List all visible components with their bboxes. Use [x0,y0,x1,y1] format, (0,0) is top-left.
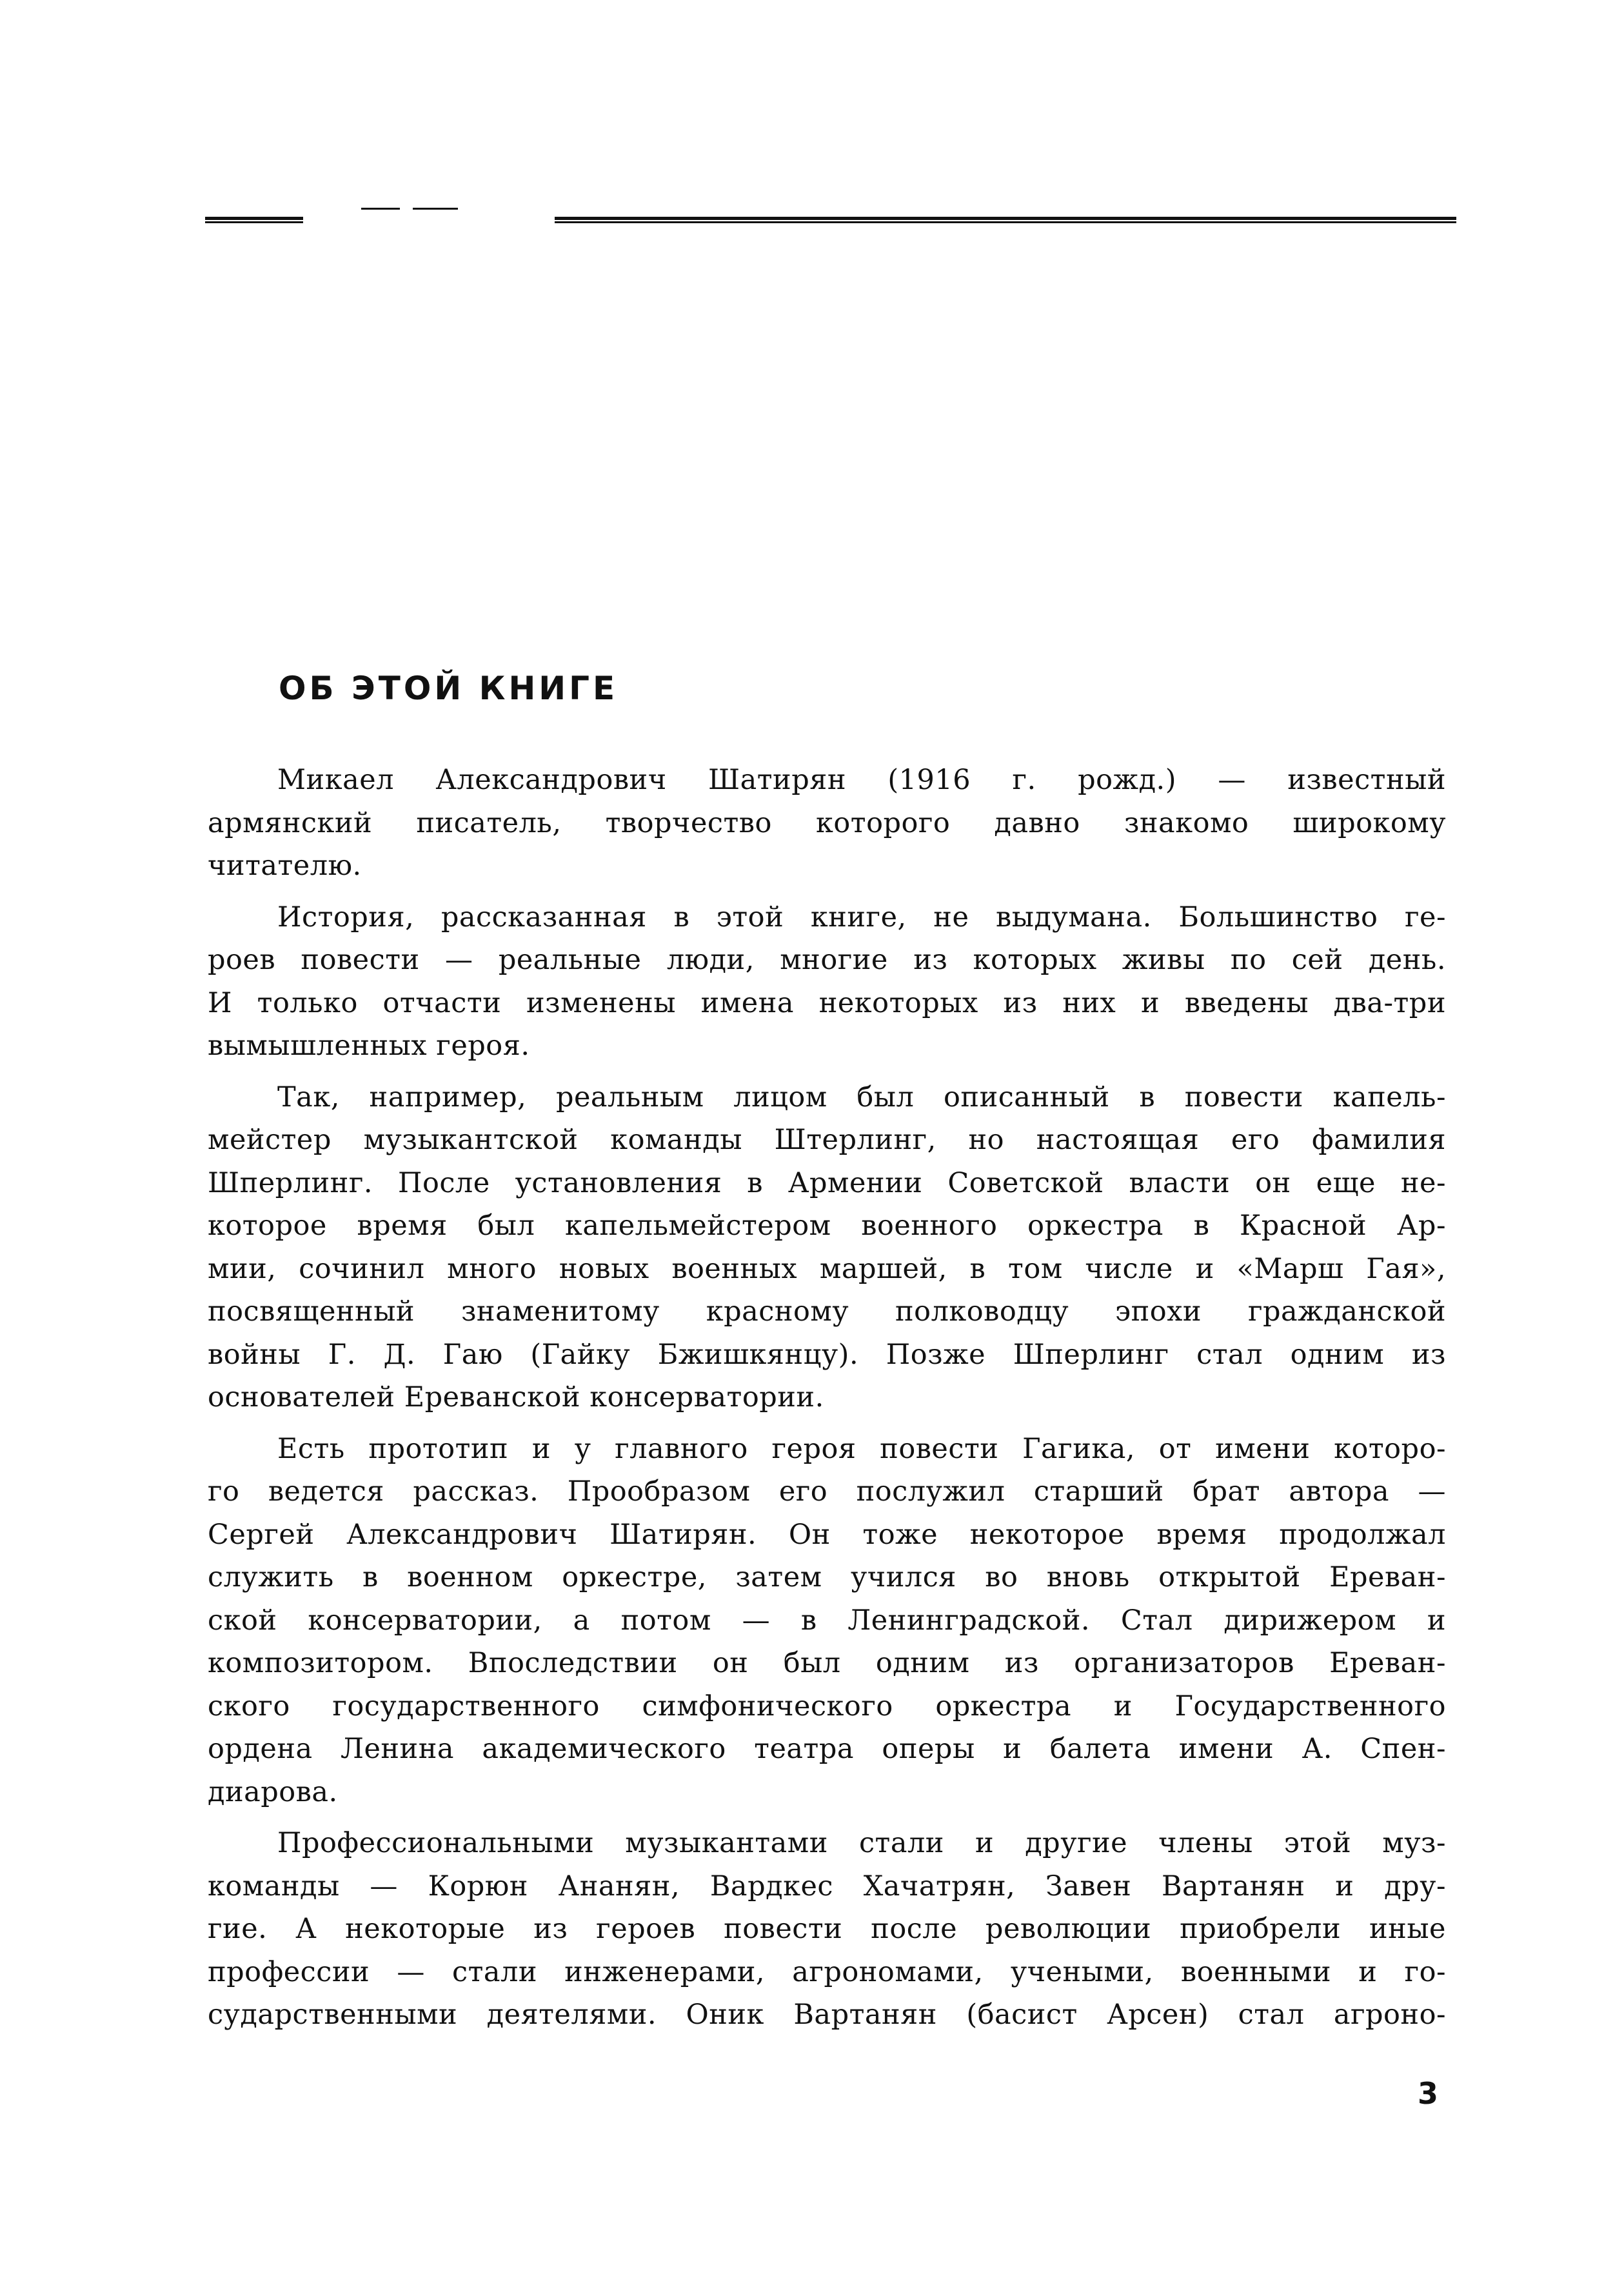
text-line: ской консерватории, а потом — в Ленинградской. Стал дирижером и [208,1604,1446,1637]
paragraph-3 [208,1076,1446,1419]
text-line: История, рассказанная в этой книге, не выдумана. Большинство ге- [277,901,1446,933]
text-line: Есть прототип и у главного героя повести Гагика, от имени которо- [277,1432,1446,1465]
top-rule-break [303,213,555,226]
body-text [208,759,1446,2045]
text-line: команды — Корюн Ананян, Вардкес Хачатрян, Завен Вартанян и дру- [208,1870,1446,1902]
paragraph-2 [208,896,1446,1068]
text-line: Шперлинг. После установления в Армении Советской власти он еще не- [208,1166,1446,1199]
top-rule-dash [361,208,400,210]
text-line: которое время был капельмейстером военного оркестра в Красной Ар- [208,1210,1446,1242]
text-line: роев повести — реальные люди, многие из которых живы по сей день. [208,944,1446,976]
text-line: гие. А некоторые из героев повести после революции приобрели иные [208,1913,1446,1945]
text-line: читателю. [208,850,362,882]
text-line: основателей Ереванской консерватории. [208,1381,824,1413]
text-line: посвященный знаменитому красному полководцу эпохи гражданской [208,1295,1446,1328]
text-line: служить в военном оркестре, затем учился во вновь открытой Ереван- [208,1561,1446,1593]
text-line: вымышленных героя. [208,1030,530,1062]
text-line: Профессиональными музыкантами стали и другие члены этой муз- [277,1827,1446,1859]
paragraph-1 [208,759,1446,888]
text-line: мии, сочинил много новых военных маршей, в том числе и «Марш Гая», [208,1252,1446,1285]
text-line: профессии — стали инженерами, агрономами, учеными, военными и го- [208,1955,1446,1988]
text-line: армянский писатель, творчество которого давно знакомо широкому [208,806,1446,839]
top-rule-dash [413,208,458,210]
text-line: ского государственного симфонического оркестра и Государственного [208,1690,1446,1722]
text-line: мейстер музыкантской команды Штерлинг, но настоящая его фамилия [208,1124,1446,1156]
text-line: Микаел Александрович Шатирян (1916 г. рожд.) — известный [277,764,1446,796]
text-line: ордена Ленина академического театра оперы и балета имени А. Спен- [208,1733,1446,1765]
section-heading: ОБ ЭТОЙ КНИГЕ [279,670,619,707]
paragraph-4 [208,1428,1446,1814]
text-line: композитором. Впоследствии он был одним из организаторов Ереван- [208,1647,1446,1679]
page-number: 3 [1418,2076,1439,2111]
text-line: го ведется рассказ. Прообразом его послужил старший брат автора — [208,1475,1446,1508]
text-line: Так, например, реальным лицом был описанный в повести капель- [277,1081,1446,1113]
text-line: сударственными деятелями. Оник Вартанян (басист Арсен) стал агроно- [208,1999,1446,2031]
text-line: И только отчасти изменены имена некоторых из них и введены два-три [208,986,1446,1019]
paragraph-5 [208,1822,1446,2037]
text-line: Сергей Александрович Шатирян. Он тоже некоторое время продолжал [208,1518,1446,1551]
text-line: войны Г. Д. Гаю (Гайку Бжишкянцу). Позже Шперлинг стал одним из [208,1338,1446,1371]
text-line: диарова. [208,1775,338,1808]
